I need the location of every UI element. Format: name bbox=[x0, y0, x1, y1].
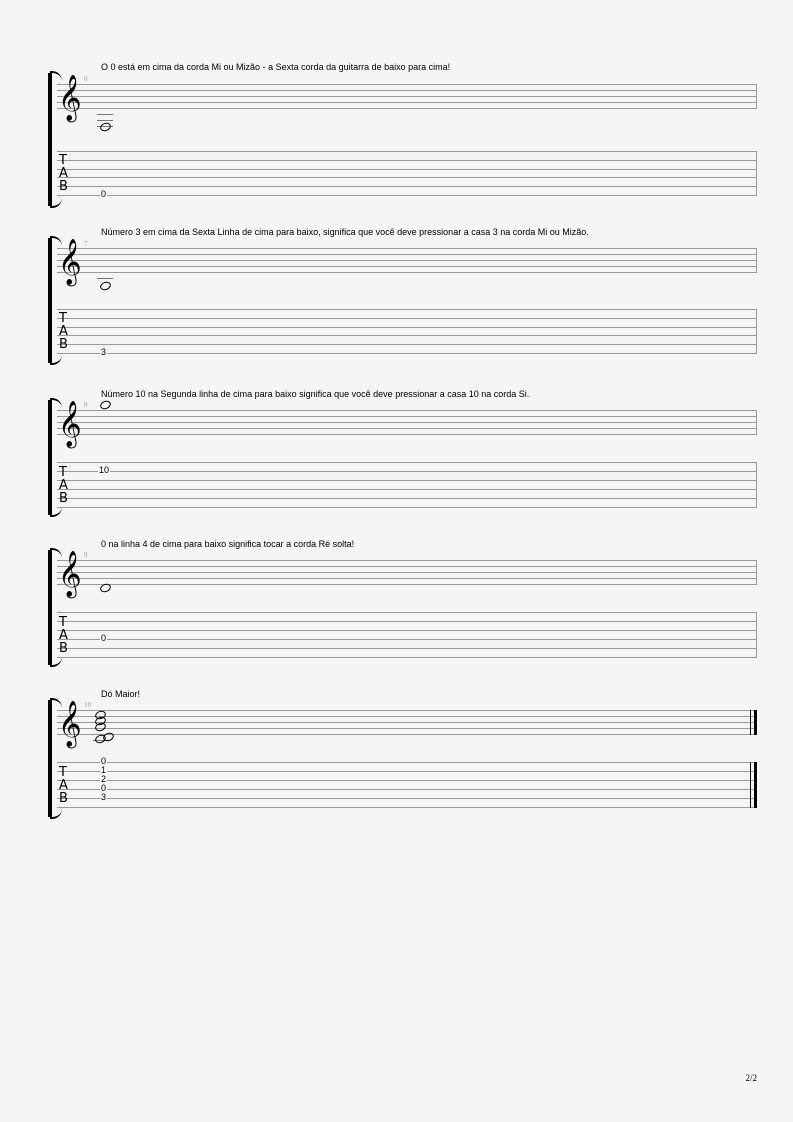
bar-number: 8 bbox=[84, 401, 88, 409]
tab-letter-a: A bbox=[59, 324, 68, 339]
treble-clef-icon: 𝄞 bbox=[58, 75, 82, 121]
tab-letter-a: A bbox=[59, 478, 68, 493]
bar-number: 9 bbox=[84, 551, 88, 559]
fret-number: 0 bbox=[101, 756, 107, 766]
treble-clef-icon: 𝄞 bbox=[58, 239, 82, 285]
treble-clef-icon: 𝄞 bbox=[58, 551, 82, 597]
system-brace bbox=[48, 550, 52, 665]
tab-letter-b: B bbox=[59, 337, 68, 352]
ledger-line bbox=[97, 278, 113, 279]
tab-letter-a: A bbox=[59, 778, 68, 793]
fret-number: 0 bbox=[101, 783, 107, 793]
fret-number: 3 bbox=[101, 792, 107, 802]
tab-letter-t: T bbox=[59, 311, 67, 326]
tab-letter-b: B bbox=[59, 791, 68, 806]
tab-letter-b: B bbox=[59, 491, 68, 506]
treble-clef-icon: 𝄞 bbox=[58, 401, 82, 447]
ledger-line bbox=[97, 120, 113, 121]
tab-letter-t: T bbox=[59, 765, 67, 780]
fret-number: 3 bbox=[101, 347, 107, 357]
tab-letter-a: A bbox=[59, 628, 68, 643]
fret-number: 2 bbox=[101, 774, 107, 784]
bar-number: 6 bbox=[84, 75, 88, 83]
annotation: 0 na linha 4 de cima para baixo significa tocar a corda Ré solta! bbox=[101, 539, 355, 549]
tab-letter-t: T bbox=[59, 465, 67, 480]
whole-note bbox=[99, 399, 112, 410]
annotation: Número 3 em cima da Sexta Linha de cima para baixo, significa que você deve pressionar a casa 3 na corda Mi ou Mizão. bbox=[101, 227, 589, 237]
annotation: O 0 está em cima da corda Mi ou Mizão - a Sexta corda da guitarra de baixo para cima! bbox=[101, 62, 451, 72]
tab-letter-t: T bbox=[59, 153, 67, 168]
whole-note bbox=[99, 280, 112, 291]
bar-number: 10 bbox=[84, 701, 91, 709]
tab-letter-t: T bbox=[59, 615, 67, 630]
ledger-line bbox=[97, 114, 113, 115]
tab-letter-b: B bbox=[59, 641, 68, 656]
system-brace bbox=[48, 73, 52, 206]
tab-letter-b: B bbox=[59, 179, 68, 194]
fret-number: 10 bbox=[99, 465, 110, 475]
bar-number: 7 bbox=[84, 240, 88, 248]
system-brace bbox=[48, 238, 52, 363]
fret-number: 0 bbox=[101, 189, 107, 199]
system-brace bbox=[48, 700, 52, 817]
page-number: 2/2 bbox=[745, 1073, 757, 1083]
whole-note bbox=[99, 121, 112, 132]
annotation: Número 10 na Segunda linha de cima para baixo significa que você deve pressionar a casa 10 na corda Si. bbox=[101, 389, 530, 399]
fret-number: 1 bbox=[101, 765, 107, 775]
tab-letter-a: A bbox=[59, 166, 68, 181]
treble-clef-icon: 𝄞 bbox=[58, 701, 82, 747]
fret-number: 0 bbox=[101, 633, 107, 643]
system-brace bbox=[48, 400, 52, 515]
annotation: Dó Maior! bbox=[101, 689, 141, 699]
